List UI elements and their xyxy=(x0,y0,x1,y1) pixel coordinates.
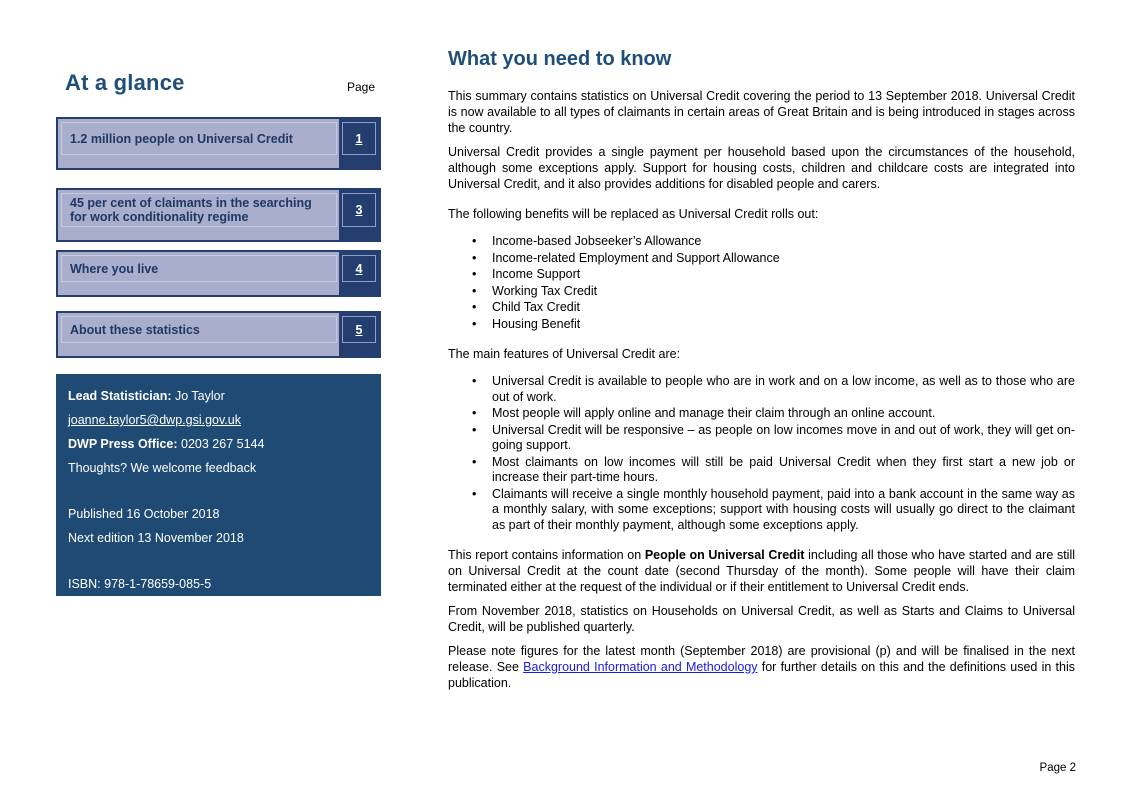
toc-item-label: Where you live xyxy=(70,261,159,276)
page-column-label: Page xyxy=(346,80,375,94)
toc-item-page-frame xyxy=(342,316,376,343)
paragraph-report-contents xyxy=(448,547,1075,595)
toc-item-page-cell xyxy=(339,252,379,295)
toc-item-page-link[interactable]: 3 xyxy=(355,203,363,217)
page-title: What you need to know xyxy=(448,48,672,70)
paragraph-provisional xyxy=(448,643,1075,691)
toc-item-label-frame xyxy=(61,193,337,227)
toc-item-about-statistics[interactable] xyxy=(56,311,381,358)
toc-item-page-frame xyxy=(342,255,376,282)
provisional-text-before: Please note figures for the latest month (September 2018) are provisional (p) and will be finalised in the next release. See xyxy=(448,644,1075,674)
list-item: • Housing Benefit xyxy=(492,317,1075,333)
report-bold-phrase: People on Universal Credit xyxy=(644,548,805,562)
isbn-line: ISBN: 978-1-78659-085-5 xyxy=(68,577,212,591)
paragraph-quarterly: From November 2018, statistics on Households on Universal Credit, as well as Starts and Claims to Universal Credit, will be published quarterly. xyxy=(448,604,1075,634)
toc-item-label-cell xyxy=(58,313,339,356)
toc-item-label-frame xyxy=(61,122,337,155)
toc-item-page-frame xyxy=(342,122,376,155)
toc-item-where-you-live[interactable] xyxy=(56,250,381,297)
press-office-label: DWP Press Office: xyxy=(68,437,178,451)
list-item: • Working Tax Credit xyxy=(492,284,1075,300)
report-text-after: including all those who have started and are still on Universal Credit at the count date (second Thursday of the month). Some people will have their claim terminated either at the request of the individual or if their entitlement to Universal Credit ends. xyxy=(448,548,1075,594)
contact-info-box xyxy=(56,374,381,596)
toc-item-people-on-uc[interactable] xyxy=(56,117,381,170)
toc-item-label-frame xyxy=(61,316,337,343)
feedback-line: Thoughts? We welcome feedback xyxy=(68,461,257,475)
list-item: • Income-related Employment and Support Allowance xyxy=(492,251,1075,267)
sidebar-title: At a glance xyxy=(65,70,185,95)
report-text-before: This report contains information on xyxy=(448,548,645,562)
toc-item-page-cell xyxy=(339,313,379,356)
paragraph-single-payment: Universal Credit provides a single payment per household based upon the circumstances of the household, although some exceptions apply. Support for housing costs, children and childcare costs are integrated into Universal Credit, and it also provides additions for disabled people and carers. xyxy=(448,145,1075,191)
provisional-text-after: for further details on this and the definitions used in this publication. xyxy=(448,660,1076,690)
benefits-list xyxy=(448,234,1075,332)
main-content xyxy=(448,48,1075,699)
toc-item-searching-for-work[interactable] xyxy=(56,188,381,242)
list-item: • Child Tax Credit xyxy=(492,300,1075,316)
toc-item-label-cell xyxy=(58,252,339,295)
spacer xyxy=(68,555,369,577)
next-edition-line: Next edition 13 November 2018 xyxy=(68,531,244,545)
toc-item-page-link[interactable]: 5 xyxy=(355,322,363,337)
toc-item-label: 1.2 million people on Universal Credit xyxy=(70,131,293,146)
toc-item-label: 45 per cent of claimants in the searching for work conditionality regime xyxy=(70,196,312,224)
toc-item-page-link[interactable]: 1 xyxy=(355,131,363,146)
list-item: • Claimants will receive a single monthly household payment, paid into a bank account in the same way as a monthly salary, with some exceptions; support with housing costs will usually go direct to the claimant as part of their monthly payment, although some exceptions apply. xyxy=(492,487,1075,534)
press-office-phone: 0203 267 5144 xyxy=(177,437,265,451)
email-line xyxy=(68,413,369,428)
list-item: • Most claimants on low incomes will still be paid Universal Credit when they first start a new job or increase their part-time hours. xyxy=(492,455,1075,486)
list-item: • Most people will apply online and manage their claim through an online account. xyxy=(492,406,1075,422)
page-number: Page 2 xyxy=(1039,762,1076,774)
sidebar xyxy=(56,0,381,800)
features-intro: The main features of Universal Credit are: xyxy=(448,347,681,361)
spacer xyxy=(68,485,369,507)
toc-item-page-frame xyxy=(342,193,376,227)
published-line: Published 16 October 2018 xyxy=(68,507,220,521)
list-item: • Universal Credit is available to people who are in work and on a low income, as well as to those who are out of work. xyxy=(492,374,1075,405)
email-link[interactable]: joanne.taylor5@dwp.gsi.gov.uk xyxy=(68,413,241,427)
list-item: • Income Support xyxy=(492,267,1075,283)
press-office-line xyxy=(68,437,369,452)
toc-item-page-cell xyxy=(339,119,379,168)
list-item: • Income-based Jobseeker’s Allowance xyxy=(492,234,1075,250)
lead-statistician-label: Lead Statistician: xyxy=(68,389,172,403)
toc-item-label: About these statistics xyxy=(70,322,200,337)
lead-statistician-name: Jo Taylor xyxy=(171,389,225,403)
toc-item-label-cell xyxy=(58,190,339,240)
toc-item-page-link[interactable]: 4 xyxy=(355,261,363,276)
toc-item-label-cell xyxy=(58,119,339,168)
lead-statistician-line xyxy=(68,389,369,404)
benefits-intro: The following benefits will be replaced as Universal Credit rolls out: xyxy=(448,207,819,221)
paragraph-summary: This summary contains statistics on Universal Credit covering the period to 13 September 2018. Universal Credit is now available to all types of claimants in certain areas of Great Britain and is being introduced in stages across the country. xyxy=(448,89,1075,135)
toc-item-page-cell xyxy=(339,190,379,240)
features-list xyxy=(448,374,1075,533)
list-item: • Universal Credit will be responsive – as people on low incomes move in and out of work, they will get on-going support. xyxy=(492,423,1075,454)
methodology-link[interactable]: Background Information and Methodology xyxy=(523,660,758,674)
toc-item-label-frame xyxy=(61,255,337,282)
